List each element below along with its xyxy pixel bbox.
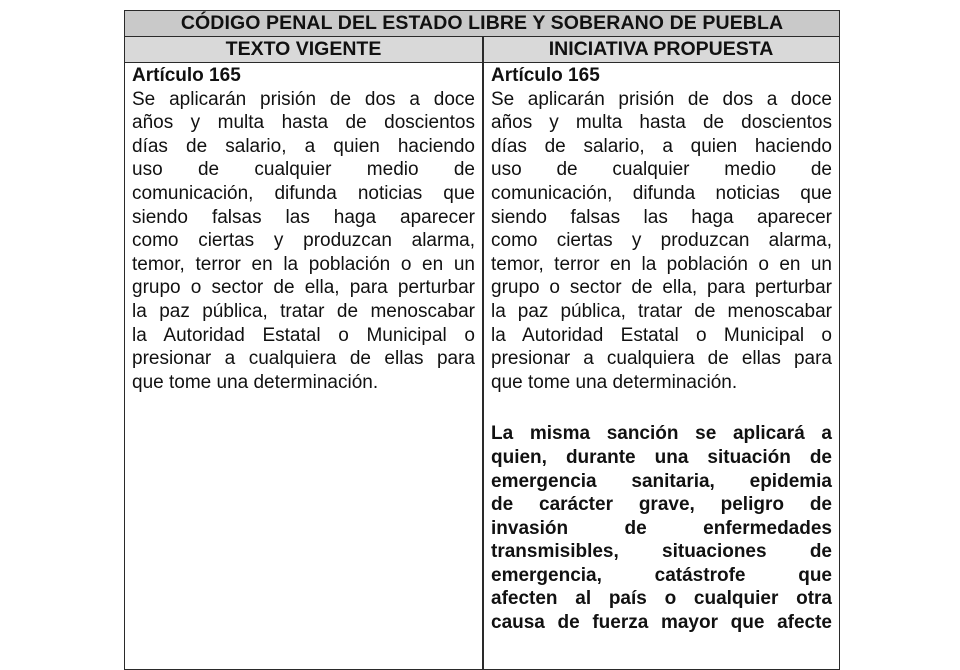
text-line: temor, terror en la población o en un — [491, 253, 832, 275]
text-line: afecten al país o cualquier otra — [491, 588, 832, 610]
proposed-addition-paragraph — [491, 422, 832, 634]
text-line: siendo falsas las haga aparecer — [132, 206, 475, 228]
article-title: Artículo 165 — [491, 65, 600, 86]
text-line: transmisibles, situaciones de — [491, 541, 832, 563]
text-line: uso de cualquier medio de — [132, 159, 475, 181]
text-line: presionar a cualquiera de ellas para — [491, 348, 832, 370]
text-line: la Autoridad Estatal o Municipal o — [491, 324, 832, 346]
text-line: grupo o sector de ella, para perturbar — [491, 277, 832, 299]
text-line: que tome una determinación. — [491, 371, 738, 393]
header-iniciativa-propuesta: INICIATIVA PROPUESTA — [548, 38, 774, 60]
text-line: Se aplicarán prisión de dos a doce — [132, 88, 475, 110]
cell-iniciativa-propuesta — [491, 64, 832, 635]
text-line: años y multa hasta de doscientos — [491, 112, 832, 134]
text-line: invasión de enfermedades — [491, 517, 832, 539]
text-line: La misma sanción se aplicará a — [491, 423, 832, 445]
text-line: emergencia sanitaria, epidemia — [491, 470, 832, 492]
text-line: que tome una determinación. — [132, 371, 379, 393]
text-line: grupo o sector de ella, para perturbar — [132, 277, 475, 299]
text-line: emergencia, catástrofe que — [491, 564, 832, 586]
text-line: años y multa hasta de doscientos — [132, 112, 475, 134]
text-line: presionar a cualquiera de ellas para — [132, 348, 475, 370]
text-line: como ciertas y produzcan alarma, — [132, 230, 475, 252]
cell-texto-vigente — [132, 64, 475, 394]
text-line: siendo falsas las haga aparecer — [491, 206, 832, 228]
column-divider — [482, 37, 484, 669]
text-line: uso de cualquier medio de — [491, 159, 832, 181]
text-line: la Autoridad Estatal o Municipal o — [132, 324, 475, 346]
text-line: como ciertas y produzcan alarma, — [491, 230, 832, 252]
document-title: CÓDIGO PENAL DEL ESTADO LIBRE Y SOBERANO DE PUEBLA — [125, 11, 839, 37]
text-line: causa de fuerza mayor que afecte — [491, 612, 832, 634]
text-line: la paz pública, tratar de menoscabar — [491, 300, 832, 322]
article-title: Artículo 165 — [132, 65, 241, 86]
text-line: comunicación, difunda noticias que — [132, 182, 475, 204]
comparison-table — [124, 10, 840, 670]
text-line: comunicación, difunda noticias que — [491, 182, 832, 204]
text-line: días de salario, a quien haciendo — [132, 135, 475, 157]
header-texto-vigente: TEXTO VIGENTE — [225, 38, 382, 60]
text-line: días de salario, a quien haciendo — [491, 135, 832, 157]
text-line: quien, durante una situación de — [491, 446, 832, 468]
text-line: temor, terror en la población o en un — [132, 253, 475, 275]
text-line: de carácter grave, peligro de — [491, 494, 832, 516]
text-line: Se aplicarán prisión de dos a doce — [491, 88, 832, 110]
text-line: la paz pública, tratar de menoscabar — [132, 300, 475, 322]
